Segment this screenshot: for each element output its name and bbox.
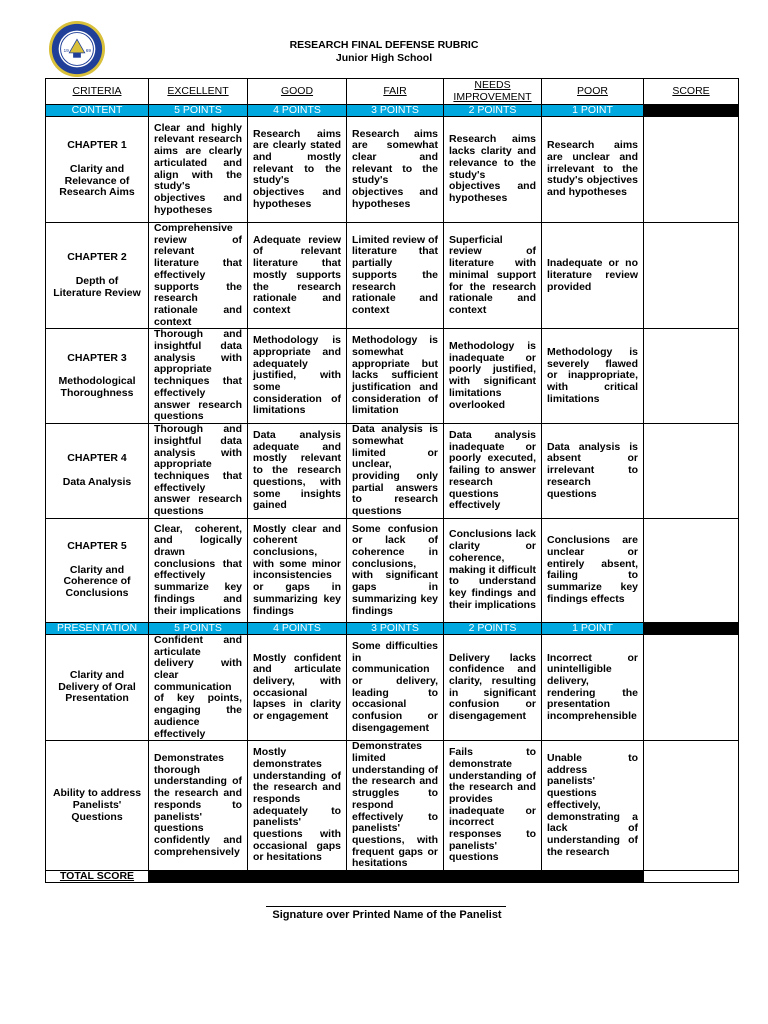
descriptor-cell: Data analysis is absent or irrelevant to research questions	[542, 423, 644, 518]
score-cell[interactable]	[644, 117, 739, 223]
descriptor-cell: Clear, coherent, and logically drawn conclusions that effectively summarize key findings and their implications	[149, 518, 248, 622]
points-label: 1 POINT	[542, 105, 644, 117]
col-header-criteria: CRITERIA	[46, 79, 149, 105]
descriptor-cell: Conclusions lack clarity or coherence, making it difficult to understand key findings and their implications	[444, 518, 542, 622]
criterion-description: Methodological Thoroughness	[58, 375, 136, 399]
score-header-fill	[644, 105, 739, 117]
descriptor-cell: Mostly confident and articulate delivery, with occasional lapses in clarity or engagement	[248, 634, 347, 740]
descriptor-cell: Research aims are somewhat clear and relevant to the study's objectives and hypotheses	[347, 117, 444, 223]
criterion-row	[46, 741, 739, 871]
score-cell[interactable]	[644, 423, 739, 518]
criterion-cell	[46, 518, 149, 622]
criterion-cell	[46, 634, 149, 740]
criterion-description: Ability to address Panelists' Questions	[52, 787, 142, 823]
criterion-row	[46, 423, 739, 518]
descriptor-cell: Mostly demonstrates understanding of the research and responds adequately to panelists' questions with occasional gaps or hesitations	[248, 741, 347, 871]
descriptor-cell: Research aims are clearly stated and mostly relevant to the study's objectives and hypotheses	[248, 117, 347, 223]
col-header-good: GOOD	[248, 79, 347, 105]
criterion-title: CHAPTER 4	[67, 452, 127, 465]
descriptor-cell: Unable to address panelists' questions effectively, demonstrating a lack of understanding of the research	[542, 741, 644, 871]
criterion-description: Clarity and Delivery of Oral Presentation	[58, 669, 136, 705]
descriptor-cell: Thorough and insightful data analysis with appropriate techniques that effectively answer research questions	[149, 423, 248, 518]
criterion-description: Data Analysis	[62, 475, 132, 488]
descriptor-cell: Demonstrates limited understanding of the research and struggles to respond effectively to panelists' questions, with frequent gaps or hesitations	[347, 741, 444, 871]
score-header-fill	[644, 622, 739, 634]
points-label: 2 POINTS	[444, 105, 542, 117]
criterion-title: CHAPTER 5	[67, 540, 127, 553]
criterion-title: CHAPTER 1	[67, 139, 127, 152]
descriptor-cell: Data analysis inadequate or poorly executed, failing to answer research questions effectively	[444, 423, 542, 518]
criterion-title: CHAPTER 2	[67, 251, 127, 264]
col-header-excellent: EXCELLENT	[149, 79, 248, 105]
section-label: PRESENTATION	[46, 622, 149, 634]
descriptor-cell: Methodology is somewhat appropriate but lacks sufficient justification and consideration of limitation	[347, 329, 444, 424]
document-subtitle: Junior High School	[335, 52, 433, 64]
col-header-needs-improvement: NEEDS IMPROVEMENT	[444, 79, 542, 105]
criterion-row	[46, 223, 739, 329]
seal-year-right: 69	[85, 48, 92, 54]
descriptor-cell: Methodology is appropriate and adequately justified, with some consideration of limitations	[248, 329, 347, 424]
total-score-cell[interactable]	[644, 871, 739, 883]
score-cell[interactable]	[644, 518, 739, 622]
criterion-description: Depth of Literature Review	[53, 274, 141, 299]
criterion-spacer	[51, 264, 143, 276]
section-band	[46, 622, 739, 634]
descriptor-cell: Thorough and insightful data analysis with appropriate techniques that effectively answer research questions	[149, 329, 248, 424]
descriptor-cell: Mostly clear and coherent conclusions, with some minor inconsistencies or gaps in summarizing key findings	[248, 518, 347, 622]
descriptor-cell: Some difficulties in communication or delivery, leading to occasional confusion or disengagement	[347, 634, 444, 740]
criterion-description: Clarity and Relevance of Research Aims	[59, 162, 135, 199]
points-label: 3 POINTS	[347, 622, 444, 634]
document-title: RESEARCH FINAL DEFENSE RUBRIC	[289, 39, 479, 51]
descriptor-cell: Confident and articulate delivery with clear communication of key points, engaging the audience effectively	[149, 634, 248, 740]
descriptor-cell: Fails to demonstrate understanding of the research and provides inadequate or incorrect responses to panelists' questions	[444, 741, 542, 871]
criterion-spacer	[51, 553, 143, 565]
descriptor-cell: Some confusion or lack of coherence in conclusions, with significant gaps in summarizing key findings	[347, 518, 444, 622]
criterion-cell	[46, 329, 149, 424]
score-cell[interactable]	[644, 223, 739, 329]
score-cell[interactable]	[644, 634, 739, 740]
descriptor-cell: Limited review of literature that partially supports the research rationale and context	[347, 223, 444, 329]
criterion-cell	[46, 423, 149, 518]
points-label: 5 POINTS	[149, 105, 248, 117]
descriptor-cell: Clear and highly relevant research aims are clearly articulated and align with the study's objectives and hypotheses	[149, 117, 248, 223]
total-score-label: TOTAL SCORE	[46, 871, 149, 883]
descriptor-cell: Conclusions are unclear or entirely absent, failing to summarize key findings effects	[542, 518, 644, 622]
criterion-row	[46, 329, 739, 424]
descriptor-cell: Adequate review of relevant literature that mostly supports the research rationale and context	[248, 223, 347, 329]
header-row	[46, 79, 739, 105]
section-label: CONTENT	[46, 105, 149, 117]
descriptor-cell: Research aims are unclear and irrelevant to the study's objectives and hypotheses	[542, 117, 644, 223]
col-header-score: SCORE	[644, 79, 739, 105]
signature-label: Signature over Printed Name of the Panelist	[272, 909, 502, 921]
points-label: 4 POINTS	[248, 622, 347, 634]
total-fill	[149, 871, 644, 883]
criterion-row	[46, 518, 739, 622]
descriptor-cell: Data analysis adequate and mostly relevant to the research questions, with some insights gained	[248, 423, 347, 518]
signature-line	[266, 906, 506, 907]
descriptor-cell: Research aims lacks clarity and relevance to the study's objectives and hypotheses	[444, 117, 542, 223]
total-row	[46, 871, 739, 883]
descriptor-cell: Methodology is inadequate or poorly justified, with significant limitations overlooked	[444, 329, 542, 424]
descriptor-cell: Superficial review of literature with minimal support for the research rationale and context	[444, 223, 542, 329]
criterion-row	[46, 634, 739, 740]
descriptor-cell: Inadequate or no literature review provided	[542, 223, 644, 329]
score-cell[interactable]	[644, 329, 739, 424]
criterion-cell	[46, 117, 149, 223]
seal-year-left: 19	[63, 48, 69, 54]
criterion-row	[46, 117, 739, 223]
rubric-table	[45, 78, 739, 883]
descriptor-cell: Data analysis is somewhat limited or unclear, providing only partial answers to research questions	[347, 423, 444, 518]
criterion-spacer	[51, 152, 143, 164]
score-cell[interactable]	[644, 741, 739, 871]
points-label: 5 POINTS	[149, 622, 248, 634]
descriptor-cell: Comprehensive review of relevant literature that effectively supports the research rationale and context	[149, 223, 248, 329]
points-label: 4 POINTS	[248, 105, 347, 117]
criterion-cell	[46, 223, 149, 329]
criterion-description: Clarity and Coherence of Conclusions	[63, 563, 131, 600]
col-header-poor: POOR	[542, 79, 644, 105]
points-label: 2 POINTS	[444, 622, 542, 634]
descriptor-cell: Demonstrates thorough understanding of the research and responds to panelists' questions confidently and comprehensively	[149, 741, 248, 871]
points-label: 3 POINTS	[347, 105, 444, 117]
criterion-cell	[46, 741, 149, 871]
descriptor-cell: Methodology is severely flawed or inappropriate, with critical limitations	[542, 329, 644, 424]
section-band	[46, 105, 739, 117]
col-header-fair: FAIR	[347, 79, 444, 105]
criterion-title: CHAPTER 3	[67, 351, 127, 364]
descriptor-cell: Delivery lacks confidence and clarity, resulting in significant confusion or disengagement	[444, 634, 542, 740]
points-label: 1 POINT	[542, 622, 644, 634]
descriptor-cell: Incorrect or unintelligible delivery, rendering the presentation incomprehensible	[542, 634, 644, 740]
